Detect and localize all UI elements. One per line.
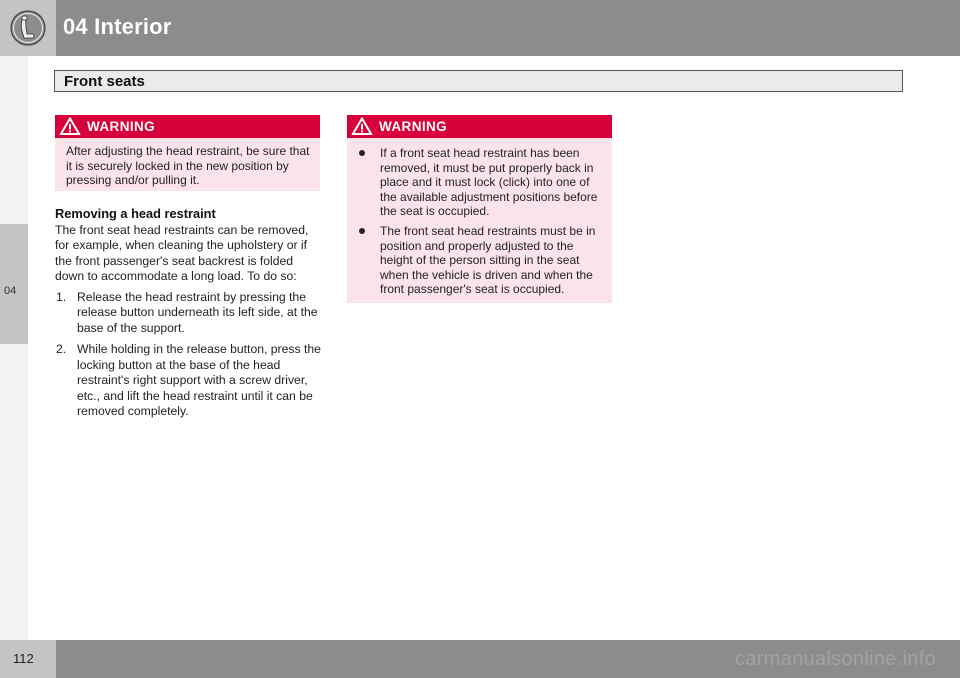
- steps-list: [55, 290, 321, 420]
- list-item: [358, 146, 602, 219]
- side-tab-label: 04: [4, 285, 17, 297]
- watermark: carmanualsonline.info: [735, 648, 936, 670]
- footer-bar: [56, 640, 960, 678]
- bullet-icon: [359, 150, 365, 156]
- warning-box-right: [347, 115, 612, 303]
- section-header: [54, 70, 903, 92]
- chapter-side-tab: [0, 224, 28, 344]
- step-text: Release the head restraint by pressing the release button underneath its left side, at the base of the support.: [77, 289, 318, 335]
- warning-header: [55, 115, 320, 138]
- warning-list-body: [347, 138, 612, 305]
- chapter-header: [0, 0, 960, 56]
- chapter-icon-box: [0, 0, 56, 56]
- warning-box-left: [55, 115, 320, 191]
- list-item: [55, 342, 321, 420]
- intro-paragraph: The front seat head restraints can be removed, for example, when cleaning the upholstery or if the front passenger's seat backrest is folded down to accommodate a long load. To do so:: [55, 222, 309, 283]
- warning-list: [358, 146, 602, 297]
- removing-head-restraint-section: [55, 206, 321, 426]
- list-item: [358, 224, 602, 297]
- warning-triangle-icon: [59, 116, 81, 136]
- warning-triangle-icon: [351, 116, 373, 136]
- section-title: Front seats: [64, 73, 145, 90]
- warning-title: WARNING: [87, 119, 156, 134]
- seat-icon: [9, 9, 47, 47]
- subheading: Removing a head restraint: [55, 206, 216, 221]
- step-number: 2.: [56, 342, 67, 356]
- step-text: While holding in the release button, press the locking button at the base of the head restraint's right support with a screw driver, etc., and lift the head restraint until it can be removed completely.: [77, 342, 321, 418]
- warning-header: [347, 115, 612, 138]
- footer-page-box: [0, 640, 56, 678]
- step-number: 1.: [56, 289, 67, 304]
- list-item: [55, 290, 321, 337]
- page-number: 112: [13, 651, 34, 666]
- warning-title: WARNING: [379, 119, 448, 134]
- warning-text: After adjusting the head restraint, be sure that it is securely locked in the new position by pressing and/or pulling it.: [66, 144, 310, 188]
- bullet-icon: [359, 228, 365, 234]
- side-strip: [0, 56, 28, 640]
- warning-item-text: The front seat head restraints must be in position and properly adjusted to the height of the person sitting in the seat when the vehicle is driven and when the front passenger's seat is occupied.: [380, 223, 596, 297]
- chapter-title: 04 Interior: [63, 14, 172, 39]
- warning-item-text: If a front seat head restraint has been removed, it must be put properly back in place and it must lock (click) into one of the available adjustment positions before the seat is occupied.: [380, 146, 598, 219]
